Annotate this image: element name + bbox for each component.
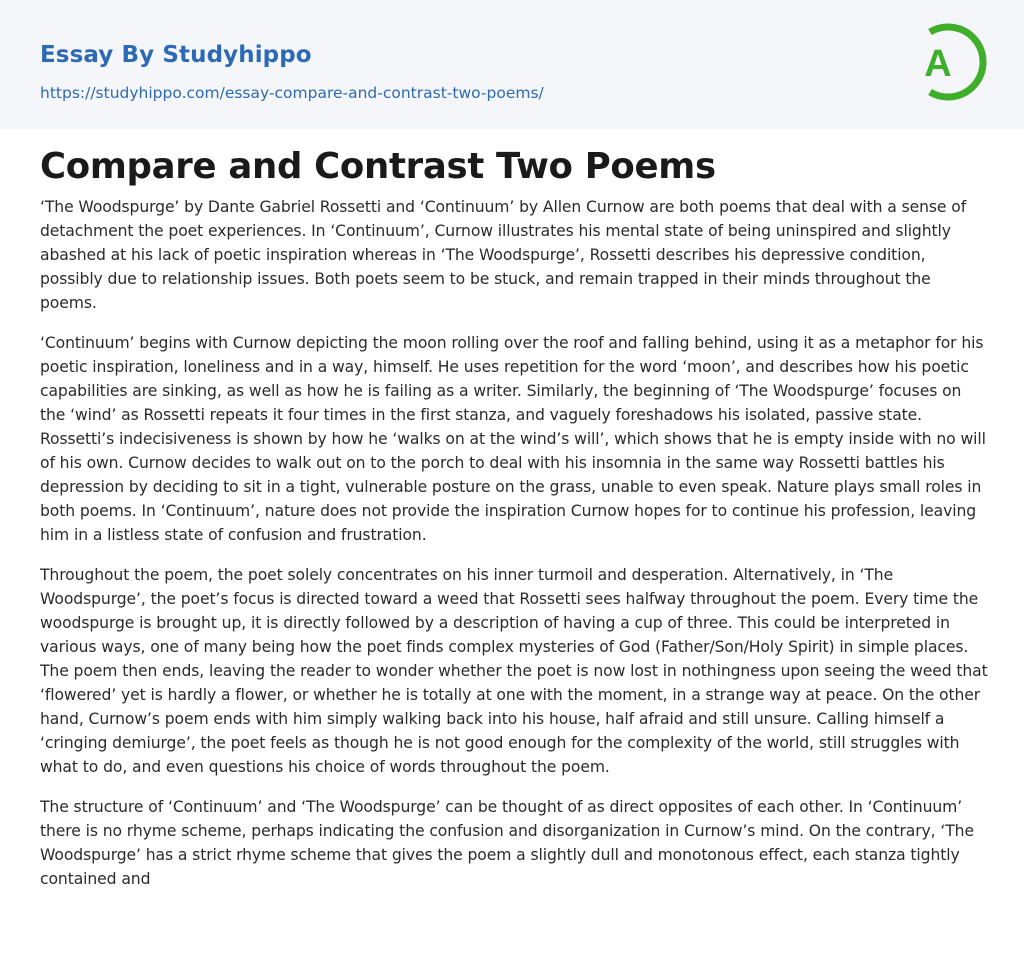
site-header — [0, 0, 1024, 129]
logo-letter: A — [924, 43, 952, 85]
essay-paragraph: ‘Continuum’ begins with Curnow depicting the moon rolling over the roof and falling behind, using it as a metaphor for his poetic inspiration, loneliness and in a way, himself. He uses repetition for the word ‘moon’, and describes how his poetic capabilities are sinking, as well as how he is failing as a writer. Similarly, the beginning of ‘The Woodspurge’ focuses on the ‘wind’ as Rossetti repeats it four times in the first stanza, and vaguely foreshadows his isolated, passive state. Rossetti’s indecisiveness is shown by how he ‘walks on at the wind’s will’, which shows that he is empty inside with no will of his own. Curnow decides to walk out on to the porch to deal with his insomnia in the same way Rossetti battles his depression by deciding to sit in a tight, vulnerable posture on the grass, unable to even speak. Nature plays small roles in both poems. In ‘Continuum’, nature does not provide the inspiration Curnow hopes for to continue his profession, leaving him in a listless state of confusion and frustration. — [40, 334, 986, 544]
essay-body — [40, 195, 990, 907]
essay-paragraph: ‘The Woodspurge’ by Dante Gabriel Rossetti and ‘Continuum’ by Allen Curnow are both poems that deal with a sense of detachment the poet experiences. In ‘Continuum’, Curnow illustrates his mental state of being uninspired and slightly abashed at his lack of poetic inspiration whereas in ‘The Woodspurge’, Rossetti describes his depressive condition, possibly due to relationship issues. Both poets seem to be stuck, and remain trapped in their minds throughout the poems. — [40, 198, 967, 312]
site-brand[interactable]: Essay By Studyhippo — [40, 42, 312, 68]
essay-paragraph: The structure of ‘Continuum’ and ‘The Woodspurge’ can be thought of as direct opposites of each other. In ‘Continuum’ there is no rhyme scheme, perhaps indicating the confusion and disorganization in Curnow’s mind. On the contrary, ‘The Woodspurge’ has a strict rhyme scheme that gives the poem a slightly dull and monotonous effect, each stanza tightly contained and — [40, 798, 974, 888]
studyhippo-logo-icon[interactable] — [912, 18, 988, 106]
page-url-link[interactable]: https://studyhippo.com/essay-compare-and-contrast-two-poems/ — [40, 84, 544, 102]
essay-title: Compare and Contrast Two Poems — [40, 146, 716, 187]
essay-paragraph: Throughout the poem, the poet solely concentrates on his inner turmoil and desperation. Alternatively, in ‘The Woodspurge’, the poet’s focus is directed toward a weed that Rossetti sees halfway throughout the poem. Every time the woodspurge is brought up, it is directly followed by a description of having a cup of three. This could be interpreted in various ways, one of many being how the poet finds complex mysteries of God (Father/Son/Holy Spirit) in simple places. The poem then ends, leaving the reader to wonder whether the poet is now lost in nothingness upon seeing the weed that ‘flowered’ yet is hardly a flower, or whether he is totally at one with the moment, in a strange way at peace. On the other hand, Curnow’s poem ends with him simply walking back into his house, half afraid and still unsure. Calling himself a ‘cringing demiurge’, the poet feels as though he is not good enough for the complexity of the world, still struggles with what to do, and even questions his choice of words throughout the poem. — [40, 566, 988, 776]
